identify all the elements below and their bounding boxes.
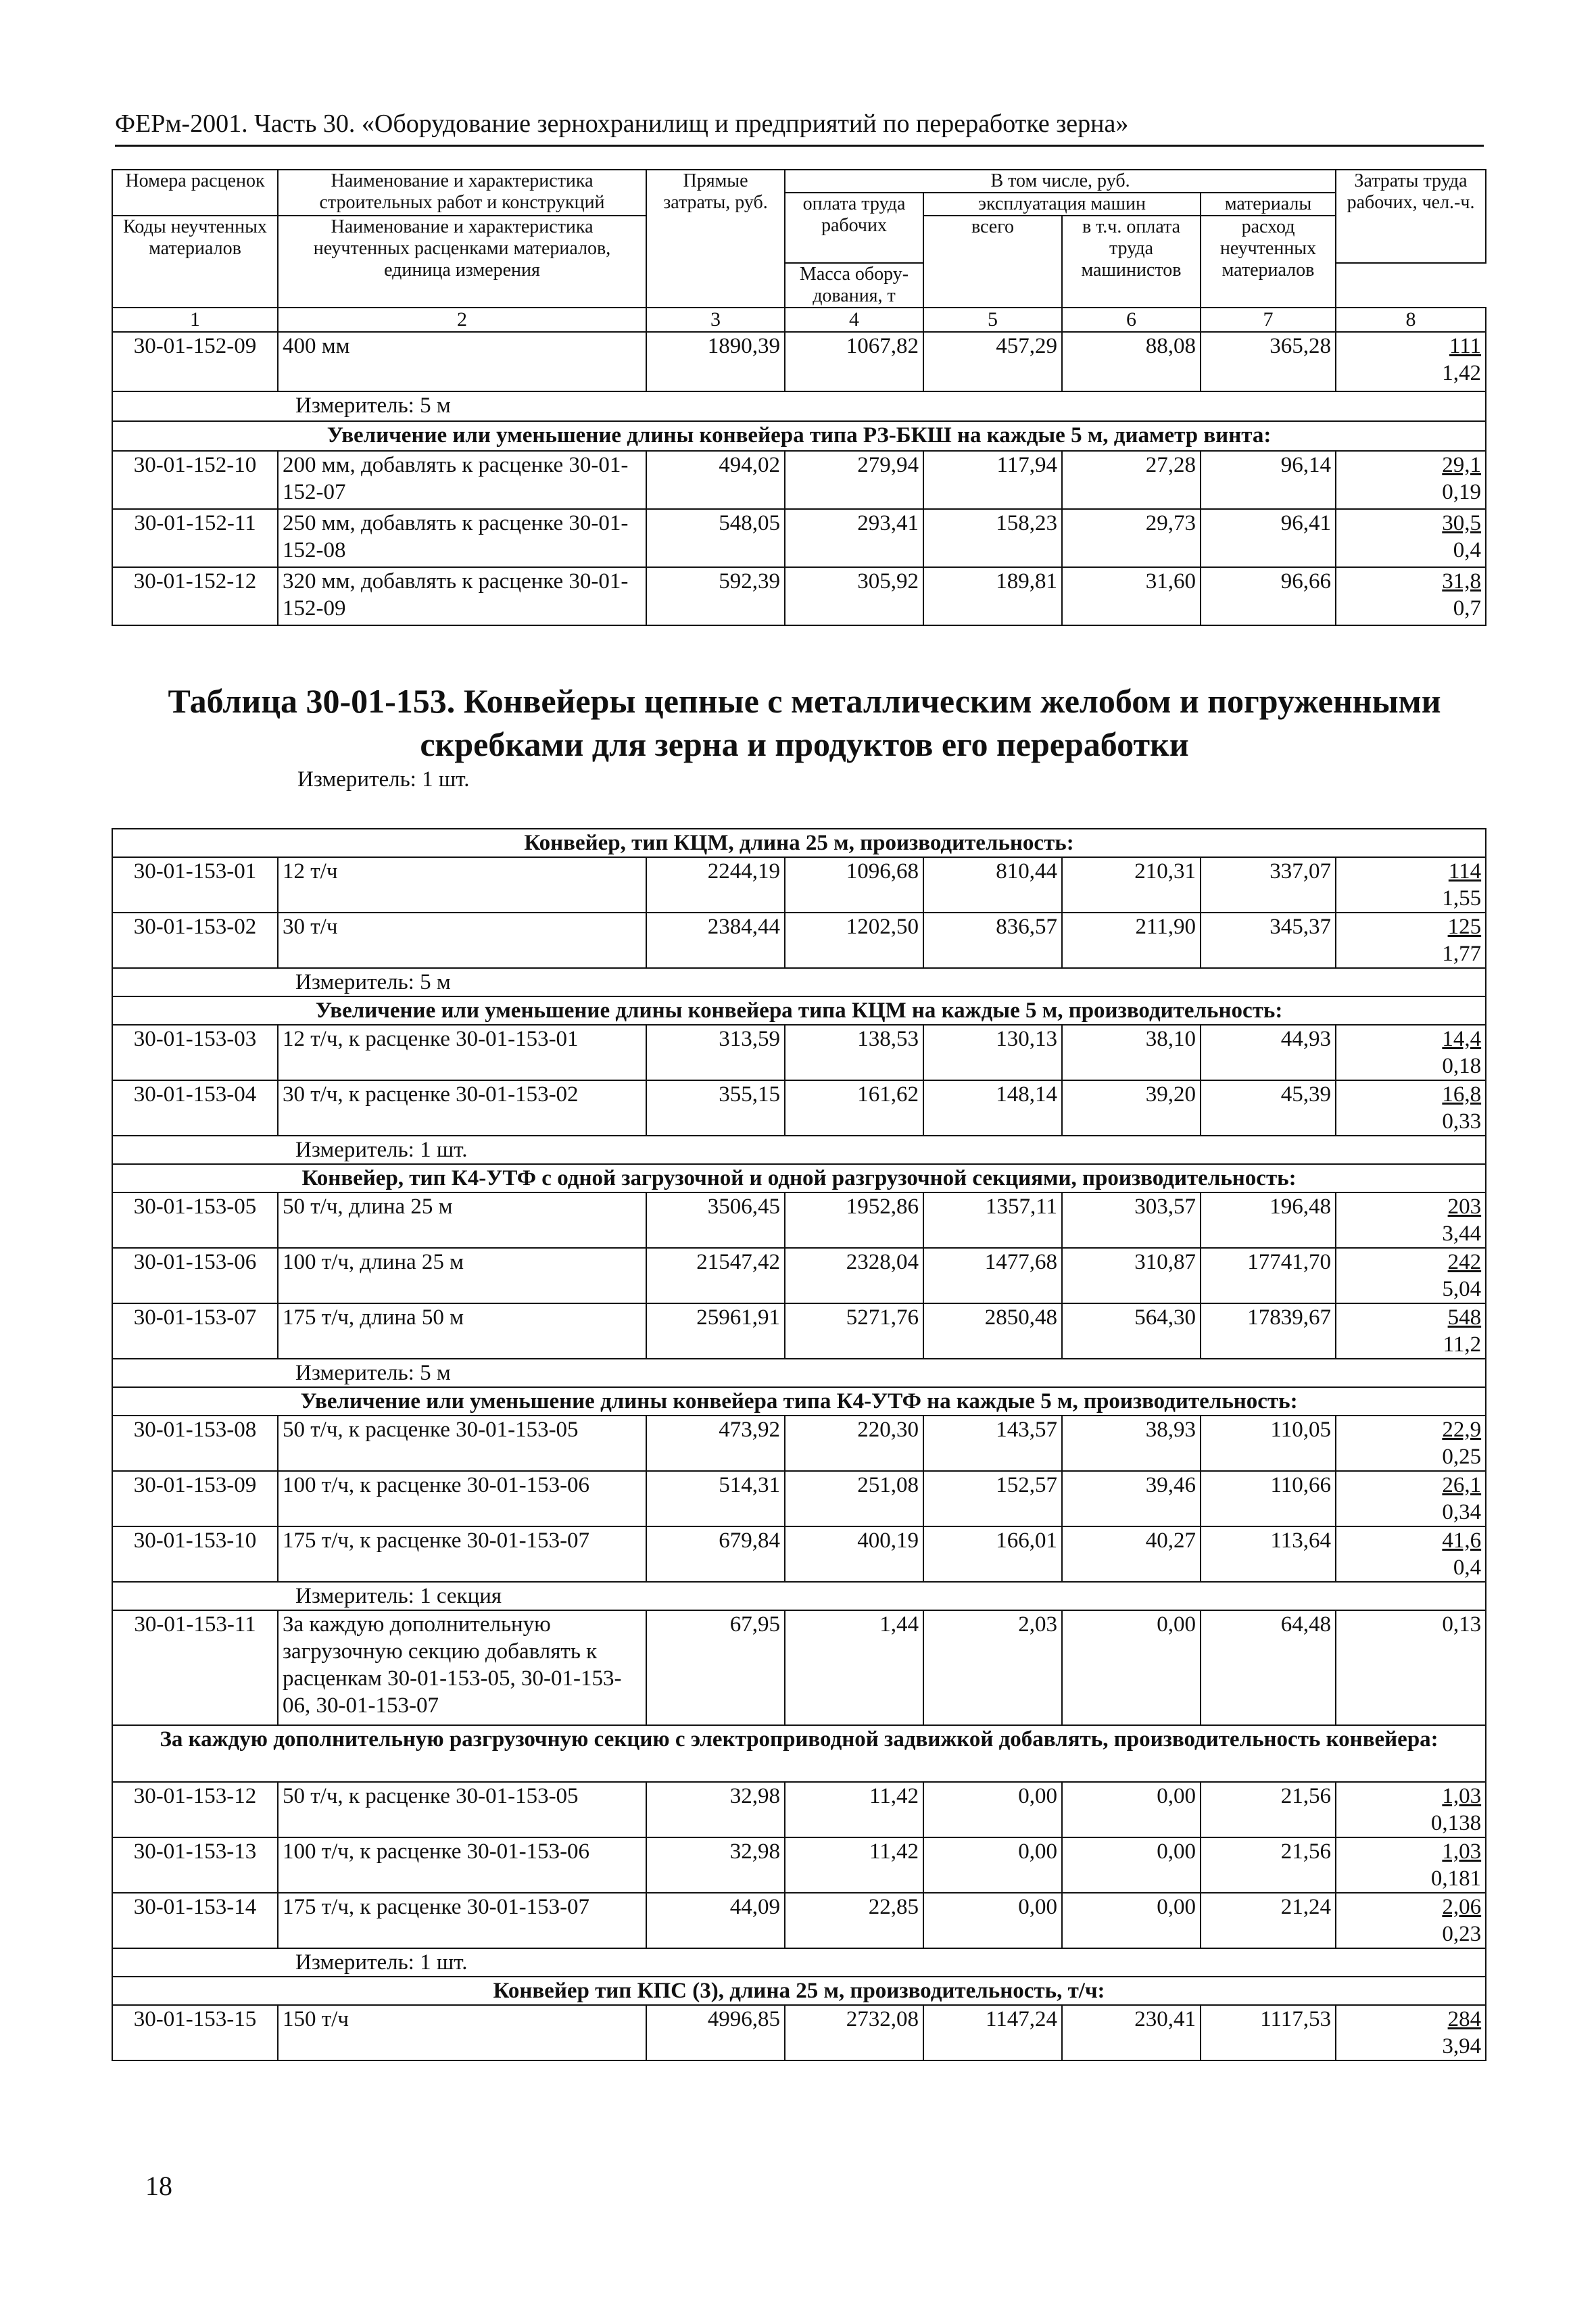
machines-total: 152,57 bbox=[923, 1471, 1062, 1526]
labor-costs: 16,8 bbox=[1442, 1082, 1482, 1107]
labor-and-mass bbox=[1336, 1893, 1486, 1948]
equipment-mass: 11,2 bbox=[1443, 1332, 1482, 1357]
direct-costs: 548,05 bbox=[646, 509, 785, 567]
labor-and-mass bbox=[1336, 857, 1486, 913]
machines-labor-pay: 0,00 bbox=[1062, 1837, 1201, 1893]
rate-code: 30-01-153-11 bbox=[112, 1610, 278, 1725]
table-row bbox=[112, 2005, 1486, 2060]
rates-table-153 bbox=[112, 828, 1486, 2061]
labor-costs-label: Затраты труда рабочих, чел.-ч. bbox=[1347, 170, 1475, 213]
unit-label: Измеритель: 5 м bbox=[112, 391, 1486, 421]
materials: 96,66 bbox=[1201, 567, 1336, 625]
column-numbers-row bbox=[112, 308, 1486, 332]
equipment-mass: 0,19 bbox=[1442, 480, 1482, 504]
labor-costs: 242 bbox=[1447, 1250, 1482, 1274]
machines-labor-pay: 564,30 bbox=[1062, 1303, 1201, 1359]
col-number: 3 bbox=[646, 308, 785, 332]
direct-costs: 67,95 bbox=[646, 1610, 785, 1725]
rate-code: 30-01-153-01 bbox=[112, 857, 278, 913]
col-header-incl: В том числе, руб. bbox=[785, 170, 1336, 193]
labor-pay: 2732,08 bbox=[785, 2005, 923, 2060]
subheading-row bbox=[112, 1725, 1486, 1782]
machines-labor-pay: 210,31 bbox=[1062, 857, 1201, 913]
direct-costs: 21547,42 bbox=[646, 1248, 785, 1303]
rate-name: 250 мм, добавлять к расценке 30-01-152-08 bbox=[278, 509, 646, 567]
col-number: 4 bbox=[785, 308, 923, 332]
rate-code: 30-01-152-12 bbox=[112, 567, 278, 625]
labor-costs: 111 bbox=[1449, 334, 1482, 358]
rate-name: 175 т/ч, к расценке 30-01-153-07 bbox=[278, 1893, 646, 1948]
unit-row bbox=[112, 391, 1486, 421]
rate-name: 30 т/ч, к расценке 30-01-153-02 bbox=[278, 1080, 646, 1136]
machines-total: 130,13 bbox=[923, 1025, 1062, 1080]
rate-code: 30-01-152-11 bbox=[112, 509, 278, 567]
materials: 21,56 bbox=[1201, 1782, 1336, 1837]
machines-labor-pay: 88,08 bbox=[1062, 332, 1201, 391]
rate-name: 175 т/ч, к расценке 30-01-153-07 bbox=[278, 1526, 646, 1582]
direct-costs: 25961,91 bbox=[646, 1303, 785, 1359]
machines-total: 148,14 bbox=[923, 1080, 1062, 1136]
materials: 45,39 bbox=[1201, 1080, 1336, 1136]
subheading: Увеличение или уменьшение длины конвейера типа КЦМ на каждые 5 м, производительность: bbox=[112, 996, 1486, 1025]
labor-and-mass bbox=[1336, 1526, 1486, 1582]
labor-and-mass bbox=[1336, 2005, 1486, 2060]
rate-name: 100 т/ч, длина 25 м bbox=[278, 1248, 646, 1303]
machines-labor-pay: 230,41 bbox=[1062, 2005, 1201, 2060]
materials: 337,07 bbox=[1201, 857, 1336, 913]
machines-total: 836,57 bbox=[923, 913, 1062, 968]
machines-labor-pay: 303,57 bbox=[1062, 1192, 1201, 1248]
labor-pay: 305,92 bbox=[785, 567, 923, 625]
labor-and-mass bbox=[1336, 1303, 1486, 1359]
machines-labor-pay: 39,20 bbox=[1062, 1080, 1201, 1136]
table-row bbox=[112, 451, 1486, 509]
direct-costs: 1890,39 bbox=[646, 332, 785, 391]
subheading: За каждую дополнительную разгрузочную секцию с электроприводной задвижкой добавлять, производительность конвейера: bbox=[112, 1725, 1486, 1782]
labor-pay: 11,42 bbox=[785, 1837, 923, 1893]
table-row bbox=[112, 1471, 1486, 1526]
rate-code: 30-01-153-06 bbox=[112, 1248, 278, 1303]
materials: 96,41 bbox=[1201, 509, 1336, 567]
labor-pay: 279,94 bbox=[785, 451, 923, 509]
col-header-labor-costs bbox=[1336, 170, 1486, 263]
unit-label: Измеритель: 1 шт. bbox=[112, 1948, 1486, 1977]
col-header-labor-pay: оплата труда рабочих bbox=[785, 193, 923, 263]
equipment-mass: 1,55 bbox=[1442, 886, 1482, 911]
labor-and-mass bbox=[1336, 1080, 1486, 1136]
machines-labor-pay: 40,27 bbox=[1062, 1526, 1201, 1582]
table-row bbox=[112, 567, 1486, 625]
machines-total: 2850,48 bbox=[923, 1303, 1062, 1359]
machines-total: 0,00 bbox=[923, 1782, 1062, 1837]
rate-code: 30-01-152-10 bbox=[112, 451, 278, 509]
labor-pay: 293,41 bbox=[785, 509, 923, 567]
col-header-equipment-mass: Масса обору-дования, т bbox=[785, 263, 923, 308]
machines-labor-pay: 29,73 bbox=[1062, 509, 1201, 567]
col-number: 7 bbox=[1201, 308, 1336, 332]
machines-labor-pay: 31,60 bbox=[1062, 567, 1201, 625]
labor-costs: 31,8 bbox=[1442, 569, 1482, 594]
machines-total: 117,94 bbox=[923, 451, 1062, 509]
equipment-mass: 0,18 bbox=[1442, 1054, 1482, 1078]
labor-and-mass bbox=[1336, 509, 1486, 567]
subheading-row bbox=[112, 829, 1486, 857]
materials: 64,48 bbox=[1201, 1610, 1336, 1725]
equipment-mass: 5,04 bbox=[1442, 1277, 1482, 1301]
labor-pay: 220,30 bbox=[785, 1416, 923, 1471]
table-row bbox=[112, 913, 1486, 968]
labor-pay: 400,19 bbox=[785, 1526, 923, 1582]
unit-label: Измеритель: 5 м bbox=[112, 1359, 1486, 1387]
machines-total: 0,00 bbox=[923, 1837, 1062, 1893]
subheading: Конвейер, тип КЦМ, длина 25 м, производительность: bbox=[112, 829, 1486, 857]
machines-labor-pay: 38,93 bbox=[1062, 1416, 1201, 1471]
labor-costs: 26,1 bbox=[1442, 1473, 1482, 1497]
rate-code: 30-01-153-08 bbox=[112, 1416, 278, 1471]
labor-costs: 29,1 bbox=[1442, 453, 1482, 477]
rate-code: 30-01-153-12 bbox=[112, 1782, 278, 1837]
direct-costs: 2244,19 bbox=[646, 857, 785, 913]
subheading: Увеличение или уменьшение длины конвейера типа РЗ-БКШ на каждые 5 м, диаметр винта: bbox=[112, 421, 1486, 451]
materials: 345,37 bbox=[1201, 913, 1336, 968]
equipment-mass: 1,77 bbox=[1442, 942, 1482, 966]
table-row bbox=[112, 1837, 1486, 1893]
unit-label: Измеритель: 1 секция bbox=[112, 1582, 1486, 1610]
rate-name: 100 т/ч, к расценке 30-01-153-06 bbox=[278, 1471, 646, 1526]
direct-costs: 355,15 bbox=[646, 1080, 785, 1136]
table-title bbox=[128, 679, 1480, 766]
rate-code: 30-01-153-07 bbox=[112, 1303, 278, 1359]
machines-total: 457,29 bbox=[923, 332, 1062, 391]
machines-total: 158,23 bbox=[923, 509, 1062, 567]
labor-pay: 2328,04 bbox=[785, 1248, 923, 1303]
col-header-materials: материалы bbox=[1201, 193, 1336, 216]
labor-pay: 251,08 bbox=[785, 1471, 923, 1526]
table-row bbox=[112, 1782, 1486, 1837]
running-header: ФЕРм-2001. Часть 30. «Оборудование зернохранилищ и предприятий по переработке зерна» bbox=[115, 108, 1484, 147]
table-unit-label: Измеритель: 1 шт. bbox=[297, 767, 470, 792]
col-header-name-top: Наименование и характеристика строительных работ и конструкций bbox=[278, 170, 646, 216]
rate-name: 12 т/ч bbox=[278, 857, 646, 913]
table-row bbox=[112, 857, 1486, 913]
labor-pay: 22,85 bbox=[785, 1893, 923, 1948]
col-number: 6 bbox=[1062, 308, 1201, 332]
rate-code: 30-01-152-09 bbox=[112, 332, 278, 391]
table-row bbox=[112, 1303, 1486, 1359]
materials: 110,05 bbox=[1201, 1416, 1336, 1471]
table-row bbox=[112, 332, 1486, 391]
labor-pay: 11,42 bbox=[785, 1782, 923, 1837]
col-number: 8 bbox=[1336, 308, 1486, 332]
labor-and-mass bbox=[1336, 913, 1486, 968]
labor-pay: 138,53 bbox=[785, 1025, 923, 1080]
labor-costs: 22,9 bbox=[1442, 1418, 1482, 1442]
table-row bbox=[112, 1080, 1486, 1136]
unit-row bbox=[112, 968, 1486, 996]
machines-labor-pay: 0,00 bbox=[1062, 1610, 1201, 1725]
machines-labor-pay: 38,10 bbox=[1062, 1025, 1201, 1080]
subheading-row bbox=[112, 1164, 1486, 1192]
col-header-machines: эксплуатация машин bbox=[923, 193, 1201, 216]
machines-labor-pay: 310,87 bbox=[1062, 1248, 1201, 1303]
labor-costs: 125 bbox=[1447, 915, 1482, 939]
rate-code: 30-01-153-10 bbox=[112, 1526, 278, 1582]
rate-name: 50 т/ч, к расценке 30-01-153-05 bbox=[278, 1782, 646, 1837]
col-header-name-bottom: Наименование и характеристика неучтенных расценками материалов, единица измерения bbox=[278, 216, 646, 308]
subheading-row bbox=[112, 996, 1486, 1025]
machines-total: 143,57 bbox=[923, 1416, 1062, 1471]
rates-table-152 bbox=[112, 169, 1486, 626]
labor-and-mass bbox=[1336, 1025, 1486, 1080]
labor-pay: 1202,50 bbox=[785, 913, 923, 968]
equipment-mass: 0,4 bbox=[1453, 1555, 1482, 1580]
labor-costs: 203 bbox=[1447, 1195, 1482, 1219]
unit-row bbox=[112, 1136, 1486, 1164]
labor-costs: 1,03 bbox=[1442, 1784, 1482, 1808]
labor-costs: 30,5 bbox=[1442, 511, 1482, 535]
labor-pay: 1067,82 bbox=[785, 332, 923, 391]
col-header-machines-total: всего bbox=[923, 216, 1062, 308]
equipment-mass: 1,42 bbox=[1442, 361, 1482, 385]
materials: 21,24 bbox=[1201, 1893, 1336, 1948]
labor-costs: 114 bbox=[1448, 859, 1482, 884]
rate-name: 50 т/ч, к расценке 30-01-153-05 bbox=[278, 1416, 646, 1471]
subheading: Увеличение или уменьшение длины конвейера типа К4-УТФ на каждые 5 м, производительность: bbox=[112, 1387, 1486, 1416]
subheading-row bbox=[112, 421, 1486, 451]
labor-pay: 161,62 bbox=[785, 1080, 923, 1136]
col-header-machines-labor: в т.ч. оплата труда машинистов bbox=[1062, 216, 1201, 308]
materials: 44,93 bbox=[1201, 1025, 1336, 1080]
machines-total: 1147,24 bbox=[923, 2005, 1062, 2060]
page-number: 18 bbox=[145, 2171, 172, 2201]
direct-costs: 44,09 bbox=[646, 1893, 785, 1948]
equipment-mass: 0,138 bbox=[1430, 1811, 1482, 1835]
materials: 17741,70 bbox=[1201, 1248, 1336, 1303]
labor-and-mass bbox=[1336, 1416, 1486, 1471]
rate-name: 200 мм, добавлять к расценке 30-01-152-07 bbox=[278, 451, 646, 509]
rate-name: 150 т/ч bbox=[278, 2005, 646, 2060]
machines-total: 2,03 bbox=[923, 1610, 1062, 1725]
direct-costs: 494,02 bbox=[646, 451, 785, 509]
table-title-line1: Таблица 30-01-153. Конвейеры цепные с металлическим желобом и погруженными bbox=[168, 682, 1441, 720]
rate-code: 30-01-153-14 bbox=[112, 1893, 278, 1948]
table-title-line2: скребками для зерна и продуктов его переработки bbox=[420, 725, 1189, 763]
table-row bbox=[112, 1248, 1486, 1303]
col-header-direct: Прямые затраты, руб. bbox=[646, 170, 785, 308]
direct-costs: 473,92 bbox=[646, 1416, 785, 1471]
equipment-mass: 0,23 bbox=[1442, 1922, 1482, 1946]
materials: 196,48 bbox=[1201, 1192, 1336, 1248]
rate-code: 30-01-153-02 bbox=[112, 913, 278, 968]
direct-costs: 3506,45 bbox=[646, 1192, 785, 1248]
rate-code: 30-01-153-09 bbox=[112, 1471, 278, 1526]
rate-name: 400 мм bbox=[278, 332, 646, 391]
materials: 21,56 bbox=[1201, 1837, 1336, 1893]
table-row bbox=[112, 1893, 1486, 1948]
labor-and-mass bbox=[1336, 1471, 1486, 1526]
rate-code: 30-01-153-03 bbox=[112, 1025, 278, 1080]
rate-name: 12 т/ч, к расценке 30-01-153-01 bbox=[278, 1025, 646, 1080]
equipment-mass: 0,25 bbox=[1442, 1445, 1482, 1469]
materials: 110,66 bbox=[1201, 1471, 1336, 1526]
machines-labor-pay: 0,00 bbox=[1062, 1782, 1201, 1837]
direct-costs: 313,59 bbox=[646, 1025, 785, 1080]
labor-pay: 1952,86 bbox=[785, 1192, 923, 1248]
direct-costs: 2384,44 bbox=[646, 913, 785, 968]
equipment-mass: 0,34 bbox=[1442, 1500, 1482, 1524]
table-row bbox=[112, 1416, 1486, 1471]
labor-costs: 2,06 bbox=[1442, 1895, 1482, 1919]
machines-total: 0,00 bbox=[923, 1893, 1062, 1948]
machines-total: 166,01 bbox=[923, 1526, 1062, 1582]
rate-name: 175 т/ч, длина 50 м bbox=[278, 1303, 646, 1359]
col-header-code-top: Номера расценок bbox=[112, 170, 278, 216]
rate-name: За каждую дополнительную загрузочную секцию добавлять к расценкам 30-01-153-05, 30-01-153-06, 30-01-153-07 bbox=[278, 1610, 646, 1725]
unit-label: Измеритель: 1 шт. bbox=[112, 1136, 1486, 1164]
materials: 1117,53 bbox=[1201, 2005, 1336, 2060]
machines-labor-pay: 211,90 bbox=[1062, 913, 1201, 968]
table-row bbox=[112, 509, 1486, 567]
labor-and-mass bbox=[1336, 1782, 1486, 1837]
table-row bbox=[112, 1610, 1486, 1725]
equipment-mass: 0,181 bbox=[1430, 1866, 1482, 1891]
labor-and-mass bbox=[1336, 1192, 1486, 1248]
equipment-mass: 0,4 bbox=[1453, 538, 1482, 562]
direct-costs: 32,98 bbox=[646, 1837, 785, 1893]
table-row bbox=[112, 1526, 1486, 1582]
labor-costs: 284 bbox=[1447, 2007, 1482, 2031]
col-header-code-bottom: Коды неучтенных материалов bbox=[112, 216, 278, 308]
rate-code: 30-01-153-04 bbox=[112, 1080, 278, 1136]
direct-costs: 679,84 bbox=[646, 1526, 785, 1582]
equipment-mass: 3,44 bbox=[1442, 1222, 1482, 1246]
equipment-mass: 0,7 bbox=[1453, 596, 1482, 621]
unit-row bbox=[112, 1948, 1486, 1977]
labor-and-mass bbox=[1336, 451, 1486, 509]
subheading-row bbox=[112, 1977, 1486, 2005]
equipment-mass: 3,94 bbox=[1442, 2034, 1482, 2058]
direct-costs: 514,31 bbox=[646, 1471, 785, 1526]
labor-costs: 1,03 bbox=[1442, 1839, 1482, 1864]
materials: 17839,67 bbox=[1201, 1303, 1336, 1359]
labor-and-mass bbox=[1336, 1610, 1486, 1725]
unit-row bbox=[112, 1359, 1486, 1387]
rate-name: 320 мм, добавлять к расценке 30-01-152-09 bbox=[278, 567, 646, 625]
col-number: 2 bbox=[278, 308, 646, 332]
unit-label: Измеритель: 5 м bbox=[112, 968, 1486, 996]
col-header-materials-unaccounted: расход неучтенных материалов bbox=[1201, 216, 1336, 308]
labor-and-mass bbox=[1336, 1837, 1486, 1893]
subheading: Конвейер тип КПС (3), длина 25 м, производительность, т/ч: bbox=[112, 1977, 1486, 2005]
subheading-row bbox=[112, 1387, 1486, 1416]
direct-costs: 592,39 bbox=[646, 567, 785, 625]
labor-costs: 41,6 bbox=[1442, 1528, 1482, 1553]
direct-costs: 32,98 bbox=[646, 1782, 785, 1837]
machines-total: 1357,11 bbox=[923, 1192, 1062, 1248]
labor-costs: 548 bbox=[1447, 1305, 1482, 1330]
machines-labor-pay: 39,46 bbox=[1062, 1471, 1201, 1526]
labor-pay: 1096,68 bbox=[785, 857, 923, 913]
labor-costs: 14,4 bbox=[1442, 1027, 1482, 1051]
rate-code: 30-01-153-05 bbox=[112, 1192, 278, 1248]
col-number: 1 bbox=[112, 308, 278, 332]
subheading: Конвейер, тип К4-УТФ с одной загрузочной и одной разгрузочной секциями, производительность: bbox=[112, 1164, 1486, 1192]
labor-costs: 0,13 bbox=[1442, 1612, 1482, 1637]
labor-and-mass bbox=[1336, 1248, 1486, 1303]
unit-row bbox=[112, 1582, 1486, 1610]
rate-code: 30-01-153-15 bbox=[112, 2005, 278, 2060]
machines-labor-pay: 27,28 bbox=[1062, 451, 1201, 509]
machines-labor-pay: 0,00 bbox=[1062, 1893, 1201, 1948]
machines-total: 189,81 bbox=[923, 567, 1062, 625]
materials: 96,14 bbox=[1201, 451, 1336, 509]
table-row bbox=[112, 1025, 1486, 1080]
col-number: 5 bbox=[923, 308, 1062, 332]
equipment-mass: 0,33 bbox=[1442, 1109, 1482, 1134]
materials: 365,28 bbox=[1201, 332, 1336, 391]
machines-total: 810,44 bbox=[923, 857, 1062, 913]
rate-name: 50 т/ч, длина 25 м bbox=[278, 1192, 646, 1248]
labor-and-mass bbox=[1336, 567, 1486, 625]
labor-and-mass bbox=[1336, 332, 1486, 391]
labor-pay: 5271,76 bbox=[785, 1303, 923, 1359]
rate-code: 30-01-153-13 bbox=[112, 1837, 278, 1893]
direct-costs: 4996,85 bbox=[646, 2005, 785, 2060]
rate-name: 100 т/ч, к расценке 30-01-153-06 bbox=[278, 1837, 646, 1893]
rate-name: 30 т/ч bbox=[278, 913, 646, 968]
machines-total: 1477,68 bbox=[923, 1248, 1062, 1303]
labor-pay: 1,44 bbox=[785, 1610, 923, 1725]
materials: 113,64 bbox=[1201, 1526, 1336, 1582]
table-row bbox=[112, 1192, 1486, 1248]
